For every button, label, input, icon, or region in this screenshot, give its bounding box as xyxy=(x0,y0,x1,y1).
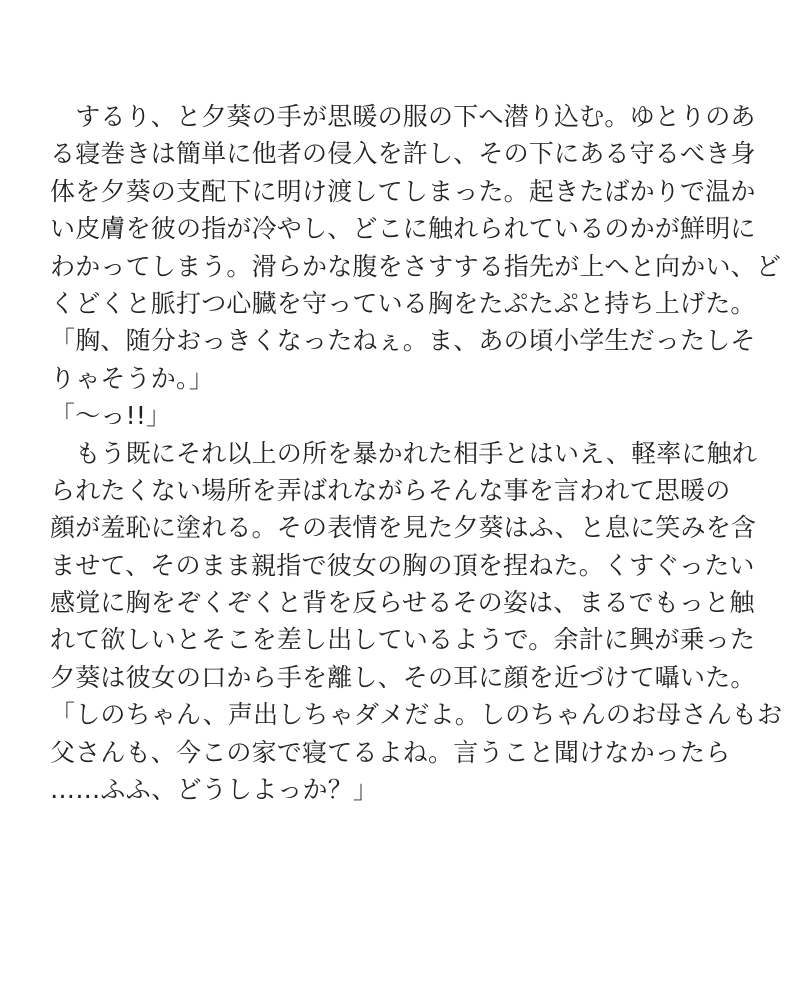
text-line: りゃそうか。」 xyxy=(50,363,214,393)
text-line: わかってしまう。滑らかな腹をさすする指先が上へと向かい、ど xyxy=(50,251,782,281)
body-text xyxy=(50,98,783,808)
text-line: もう既にそれ以上の所を暴かれた相手とはいえ、軽率に触れ xyxy=(50,438,758,468)
text-line: い皮膚を彼の指が冷やし、どこに触れられているのかが鮮明に xyxy=(50,214,756,244)
text-line: れて欲しいとそこを差し出しているようで。余計に興が乗った xyxy=(50,625,756,655)
text-line: る寝巻きは簡単に他者の侵入を許し、その下にある守るべき身 xyxy=(50,139,756,169)
text-line: 体を夕葵の支配下に明け渡してしまった。起きたばかりで温か xyxy=(50,176,756,206)
text-line: 「〜っ!!」 xyxy=(50,401,172,431)
text-line: くどくと脈打つ心臓を守っている胸をたぷたぷと持ち上げた。 xyxy=(50,288,756,318)
text-line: するり、と夕葵の手が思暖の服の下へ潜り込む。ゆとりのあ xyxy=(50,102,756,131)
text-line: ませて、そのまま親指で彼女の胸の頂を捏ねた。くすぐったい xyxy=(50,550,755,580)
text-line: 感覚に胸をぞくぞくと背を反らせるその姿は、まるでもっと触 xyxy=(50,588,755,618)
text-line: 夕葵は彼女の口から手を離し、その耳に顔を近づけて囁いた。 xyxy=(50,662,756,692)
text-line: られたくない場所を弄ばれながらそんな事を言われて思暖の xyxy=(50,475,731,505)
text-line: 「胸、随分おっきくなったねぇ。ま、あの頃小学生だったしそ xyxy=(50,326,756,356)
text-line: 顔が羞恥に塗れる。その表情を見た夕葵はふ、と息に笑みを含 xyxy=(50,513,757,543)
text-line: ……ふふ、どうしよっか？」 xyxy=(50,775,379,805)
text-line: 父さんも、今この家で寝てるよね。言うこと聞けなかったら xyxy=(50,737,731,767)
text-line: 「しのちゃん、声出しちゃダメだよ。しのちゃんのお母さんもお xyxy=(50,700,783,730)
